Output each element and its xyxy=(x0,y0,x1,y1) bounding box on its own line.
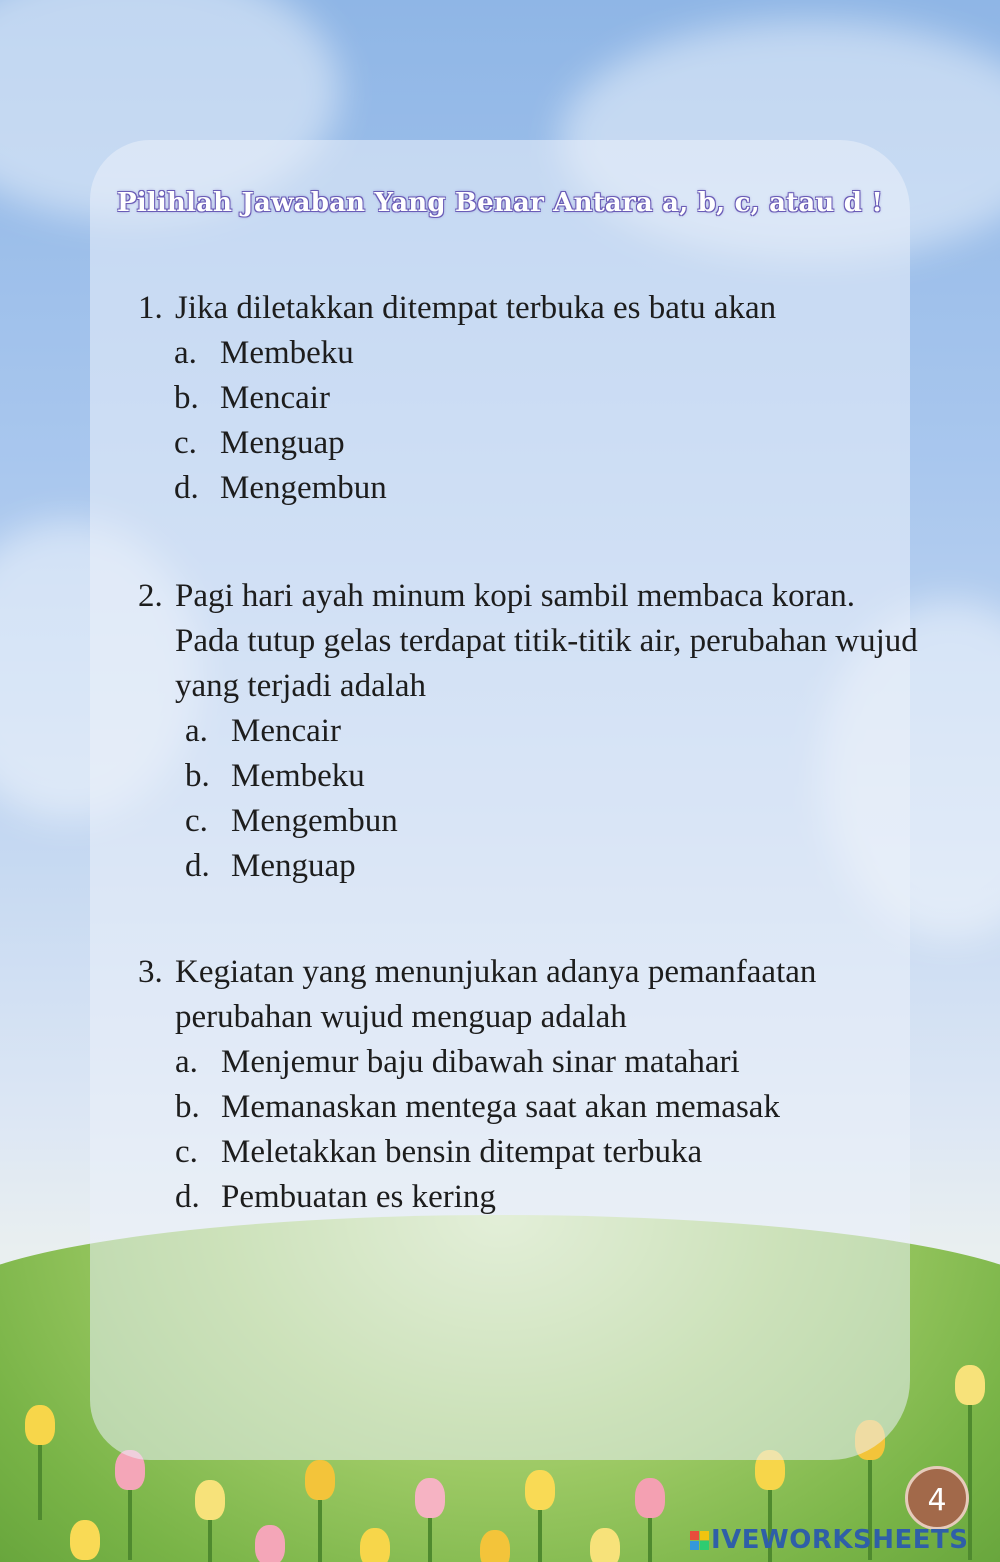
question-text: Pagi hari ayah minum kopi sambil membaca koran. Pada tutup gelas terdapat titik-titik air, perubahan wujud yang terjadi adalah xyxy=(175,578,918,704)
tulip-flower xyxy=(590,1528,620,1562)
answer-option-b[interactable]: b. Memanaskan mentega saat akan memasak xyxy=(175,1089,780,1125)
answer-option-c[interactable]: c. Mengembun xyxy=(185,803,398,839)
tulip-flower xyxy=(415,1478,445,1518)
answer-option-a[interactable]: a. Mencair xyxy=(185,713,341,749)
tulip-flower xyxy=(305,1460,335,1500)
watermark-text: IVEWORKSHEETS xyxy=(711,1525,969,1555)
tulip-flower xyxy=(525,1470,555,1510)
answer-option-c[interactable]: c. Menguap xyxy=(174,425,345,461)
answer-option-c[interactable]: c. Meletakkan bensin ditempat terbuka xyxy=(175,1134,703,1170)
question-text: Kegiatan yang menunjukan adanya pemanfaatan perubahan wujud menguap adalah xyxy=(175,954,817,1035)
tulip-flower xyxy=(255,1525,285,1562)
question-number: 3. xyxy=(138,954,163,990)
answer-option-a[interactable]: a. Membeku xyxy=(174,335,354,371)
answer-option-b[interactable]: b. Membeku xyxy=(185,758,365,794)
tulip-flower xyxy=(635,1478,665,1518)
tulip-flower xyxy=(955,1365,985,1405)
answer-option-d[interactable]: d. Menguap xyxy=(185,848,356,884)
question-number: 1. xyxy=(138,290,163,326)
tulip-flower xyxy=(195,1480,225,1520)
liveworksheets-watermark xyxy=(690,1522,968,1558)
liveworksheets-logo-icon xyxy=(690,1531,709,1550)
instruction-heading: Pilihlah Jawaban Yang Benar Antara a, b, c, atau d ! xyxy=(116,188,884,218)
tulip-flower xyxy=(25,1405,55,1445)
answer-option-d[interactable]: d. Mengembun xyxy=(174,470,387,506)
question-3 xyxy=(138,950,918,1220)
question-text: Jika diletakkan ditempat terbuka es batu akan xyxy=(175,290,777,326)
page-number-badge: 4 xyxy=(905,1466,969,1530)
answer-option-b[interactable]: b. Mencair xyxy=(174,380,330,416)
answer-option-d[interactable]: d. Pembuatan es kering xyxy=(175,1179,496,1215)
tulip-flower xyxy=(480,1530,510,1562)
tulip-flower xyxy=(360,1528,390,1562)
answer-option-a[interactable]: a. Menjemur baju dibawah sinar matahari xyxy=(175,1044,740,1080)
question-number: 2. xyxy=(138,578,163,614)
question-2 xyxy=(138,574,918,889)
tulip-flower xyxy=(70,1520,100,1560)
question-1 xyxy=(138,286,918,511)
